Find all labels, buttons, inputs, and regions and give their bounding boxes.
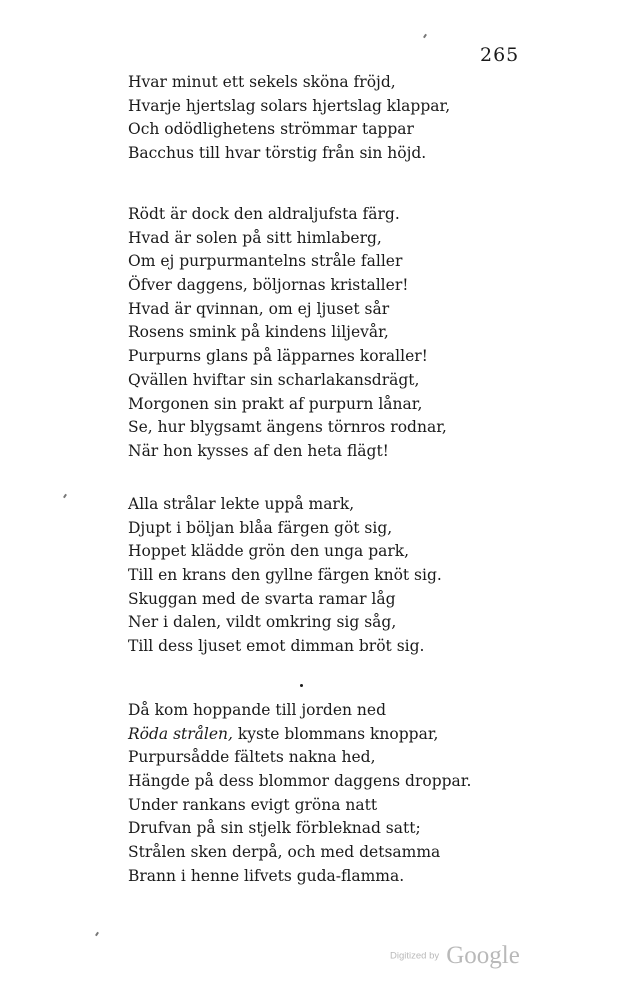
google-logo: Google (446, 942, 520, 969)
poem-line: Till dess ljuset emot dimman bröt sig. (128, 637, 425, 656)
poem-line: Purpurns glans på läpparnes koraller! (128, 347, 428, 366)
poem-line: Drufvan på sin stjelk förbleknad satt; (128, 819, 421, 838)
stanza-2 (128, 203, 447, 464)
poem-line: När hon kysses af den heta flägt! (128, 441, 389, 460)
scan-speck (423, 34, 427, 38)
poem-line: Hvad är solen på sitt himlaberg, (128, 228, 382, 247)
poem-line: Se, hur blygsamt ängens törnros rodnar, (128, 418, 447, 437)
scan-speck (95, 932, 99, 936)
poem-line: Hvarje hjertslag solars hjertslag klappar, (128, 96, 451, 115)
stanza-3 (128, 493, 442, 659)
poem-line: Alla strålar lekte uppå mark, (128, 495, 355, 513)
poem-line: Qvällen hviftar sin scharlakansdrägt, (128, 370, 420, 389)
scan-speck (63, 494, 67, 498)
poem-line: Morgonen sin prakt af purpurn lånar, (128, 394, 423, 413)
poem-line: Öfver daggens, böljornas kristaller! (128, 276, 409, 295)
poem-line: Strålen sken derpå, och med detsamma (128, 843, 441, 862)
poem-line: Purpursådde fältets nakna hed, (128, 748, 376, 767)
poem-line-with-emphasis (128, 723, 471, 747)
poem-line: Hängde på dess blommor daggens droppar. (128, 772, 472, 791)
watermark-prefix: Digitized by (390, 950, 440, 962)
poem-line: Rosens smink på kindens liljevår, (128, 323, 389, 342)
section-separator-dot (300, 684, 303, 687)
stanza-1 (128, 71, 450, 166)
poem-line: Och odödlighetens strömmar tappar (128, 120, 414, 139)
poem-line: Till en krans den gyllne färgen knöt sig. (128, 566, 442, 585)
poem-line: Hvar minut ett sekels sköna fröjd, (128, 73, 396, 91)
poem-line: Bacchus till hvar törstig från sin höjd. (128, 144, 427, 163)
poem-line: Skuggan med de svarta ramar låg (128, 589, 396, 608)
poem-line: Hvad är qvinnan, om ej ljuset sår (128, 299, 390, 318)
poem-line: Djupt i böljan blåa färgen göt sig, (128, 518, 393, 537)
poem-line: Om ej purpurmantelns stråle faller (128, 252, 403, 271)
poem-line: Rödt är dock den aldraljufsta färg. (128, 205, 400, 223)
poem-line: Under rankans evigt gröna natt (128, 795, 378, 814)
page-number: 265 (480, 44, 520, 66)
digitized-by-google-watermark (390, 942, 520, 970)
stanza-4 (128, 699, 471, 889)
poem-line: Hoppet klädde grön den unga park, (128, 542, 410, 561)
poem-line: Ner i dalen, vildt omkring sig såg, (128, 613, 397, 632)
poem-line: Då kom hoppande till jorden ned (128, 701, 387, 719)
poem-line: Brann i henne lifvets guda-flamma. (128, 866, 405, 885)
emphasized-text: Röda strålen, (128, 724, 233, 743)
poem-line-rest: kyste blommans knoppar, (232, 724, 439, 743)
